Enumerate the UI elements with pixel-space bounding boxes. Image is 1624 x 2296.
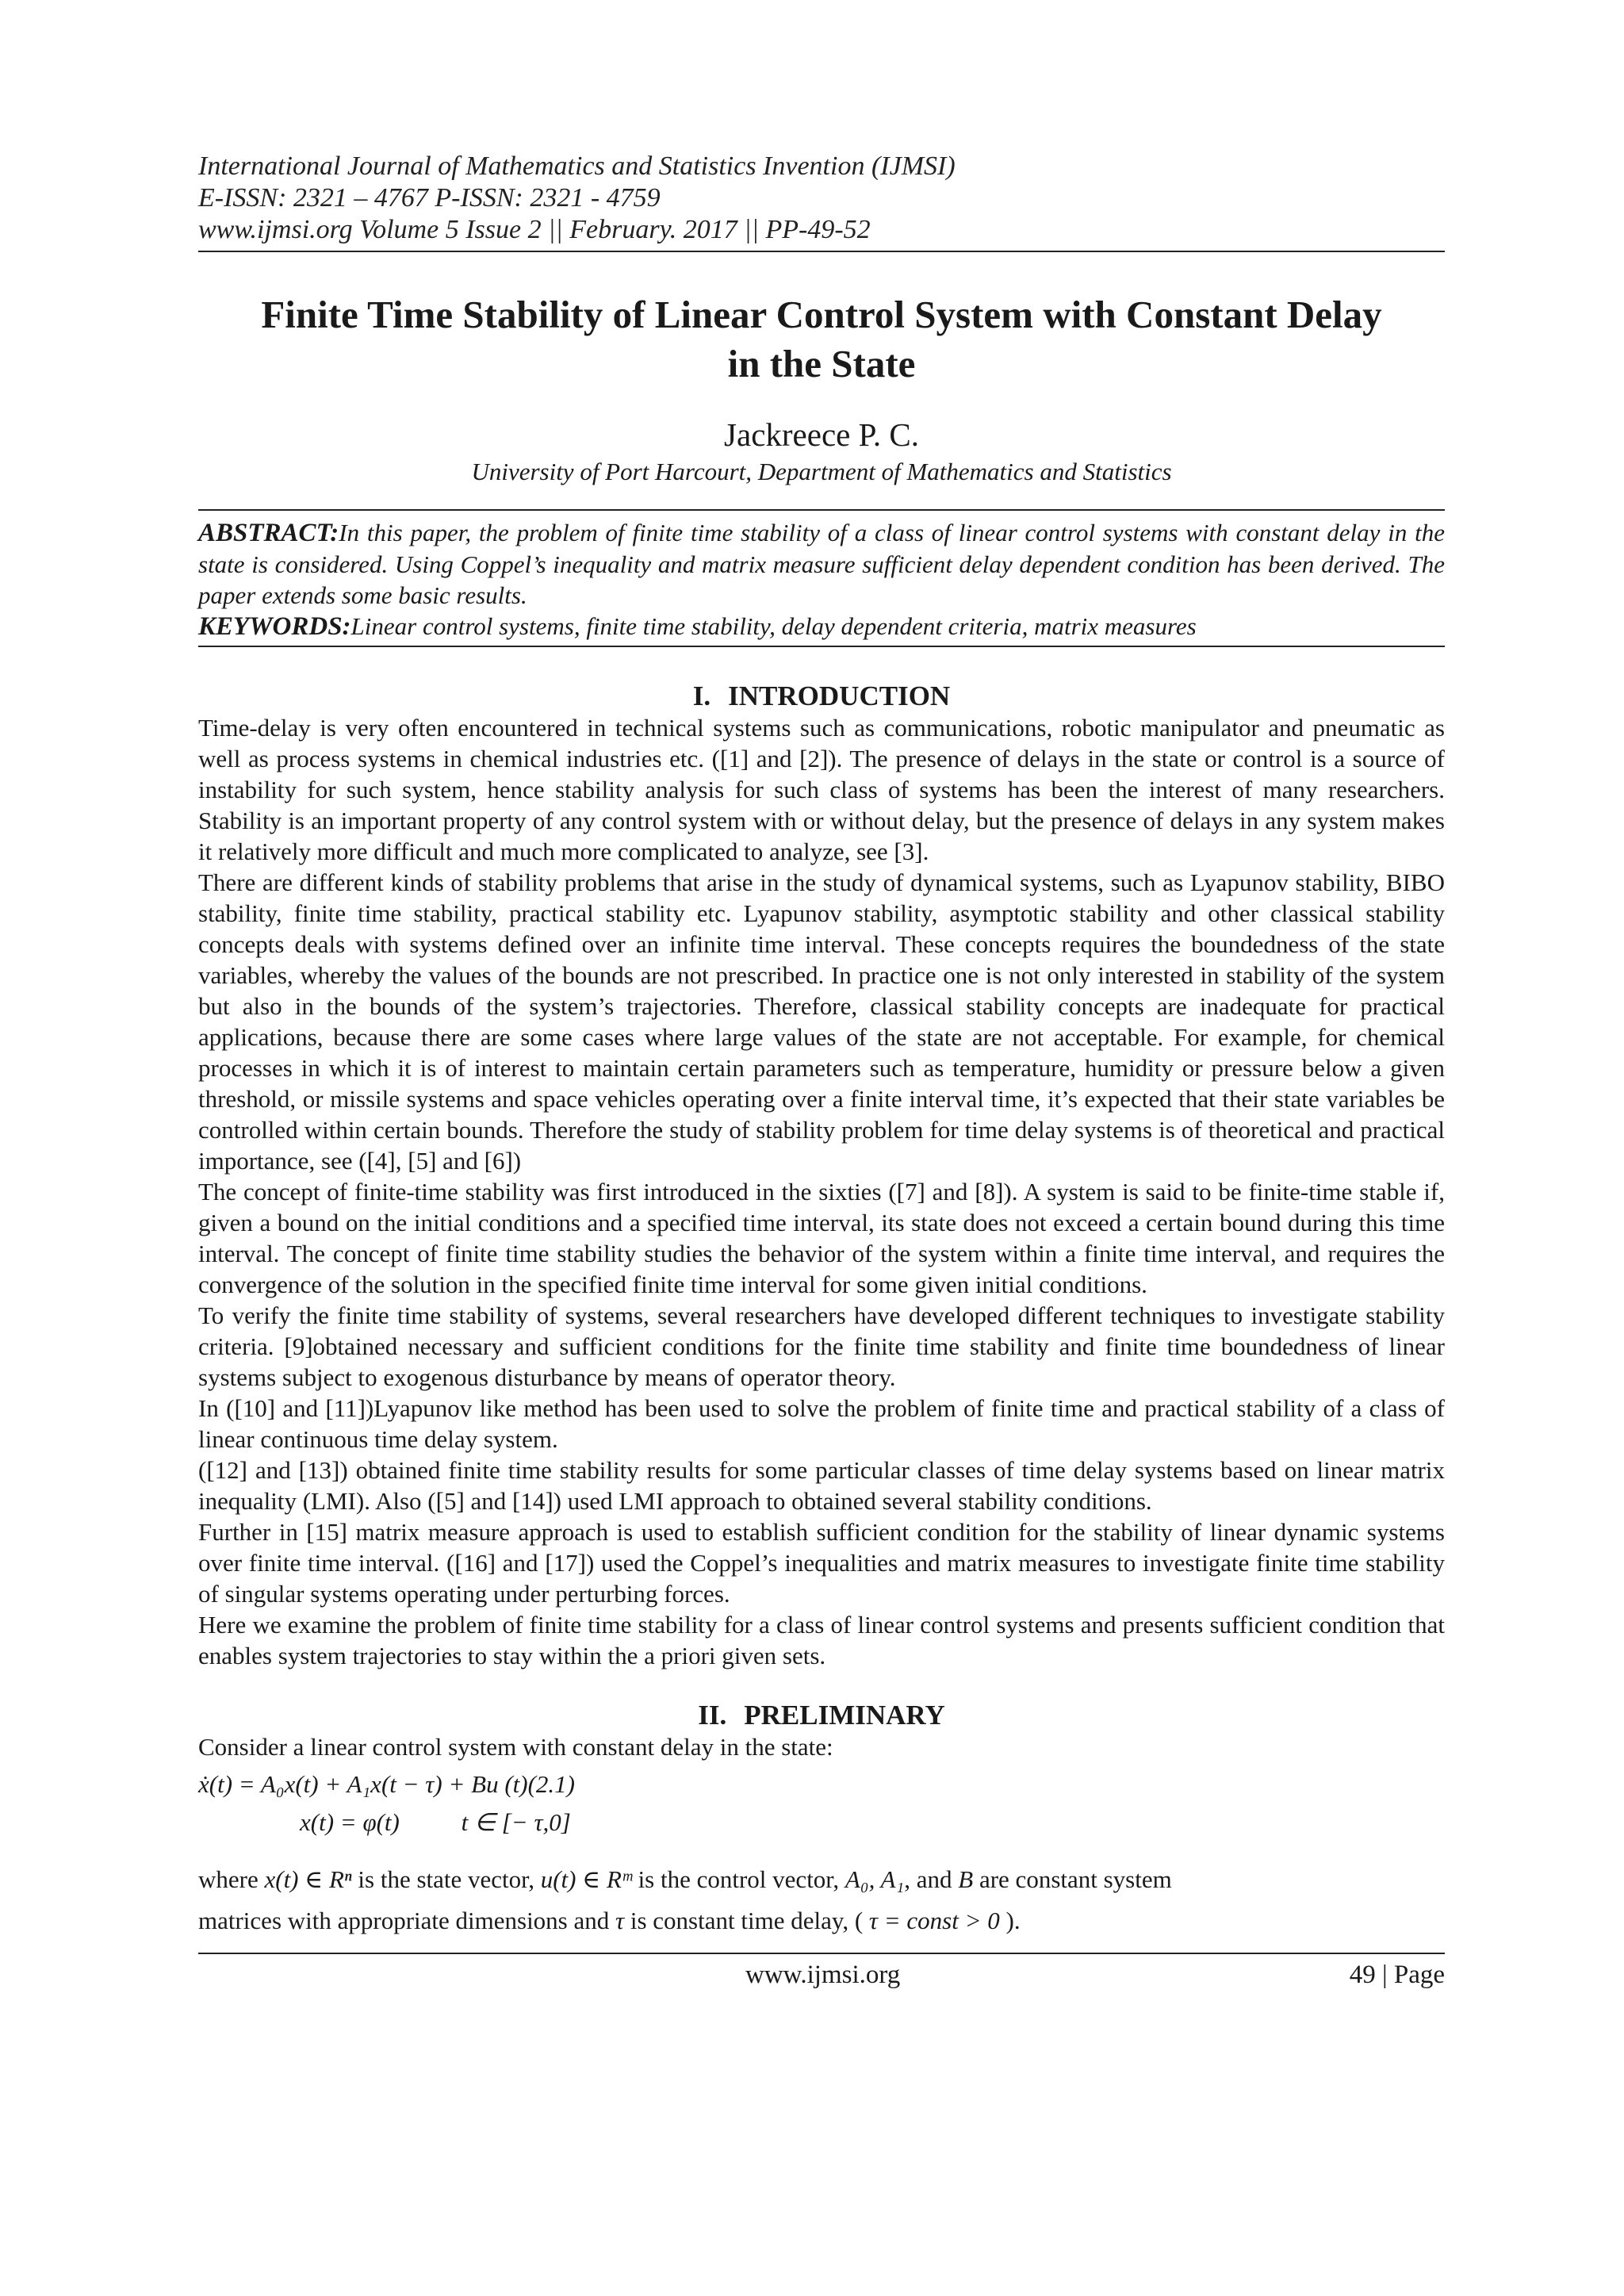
journal-name: International Journal of Mathematics and Statistics Invention (IJMSI)	[198, 151, 956, 181]
intro-paragraph: Further in [15] matrix measure approach is used to establish sufficient condition for the stability of linear dynamic systems over finite time interval. ([16] and [17]) used the Coppel’s inequalities and matrix measures to investigate finite time stability of singular systems operating under perturbing forces.	[198, 1518, 1445, 1608]
intro-paragraph: To verify the finite time stability of systems, several researchers have developed different techniques to investigate stability criteria. [9]obtained necessary and sufficient conditions for the finite time stability and finite time boundedness of linear systems subject to exogenous disturbance by means of operator theory.	[198, 1301, 1445, 1391]
section-number: I.	[692, 680, 711, 711]
journal-header	[198, 151, 1445, 246]
tau-const-expression: τ = const > 0	[868, 1907, 1000, 1934]
section-heading-introduction	[198, 680, 1445, 712]
intro-paragraph: The concept of finite-time stability was first introduced in the sixties ([7] and [8]). A system is said to be finite-time stable if, given a bound on the initial conditions and a specified time interval, its state does not exceed a certain bound during this time interval. The concept of finite time stability studies the behavior of the system within a finite time interval, and requires the convergence of the solution in the specified finite time interval for some given initial conditions.	[198, 1178, 1445, 1298]
where-text: where	[198, 1865, 259, 1893]
matrix-b-symbol: B	[958, 1865, 974, 1893]
state-vector-symbol: x(t) ∈ Rⁿ	[264, 1865, 352, 1893]
matrix-symbols: A₀, A₁	[845, 1865, 905, 1893]
control-vector-symbol: u(t) ∈ Rᵐ	[540, 1865, 632, 1893]
footer-rule	[198, 1953, 1445, 1954]
where-text: , and	[904, 1865, 959, 1893]
author-name: Jackreece P. C.	[724, 416, 919, 453]
intro-paragraph: Here we examine the problem of finite time stability for a class of linear control systems and presents sufficient condition that enables system trajectories to stay within the a priori given sets.	[198, 1611, 1445, 1669]
where-text: is constant time delay, (	[624, 1907, 869, 1934]
equation-initial-left: x(t) = φ(t)	[300, 1808, 400, 1836]
keywords	[198, 611, 1445, 642]
abstract-text: In this paper, the problem of finite time stability of a class of linear control systems with constant delay in the state is considered. Using Coppel’s inequality and matrix measure sufficient delay dependent condition has been derived. The paper extends some basic results.	[198, 519, 1445, 609]
journal-issn: E-ISSN: 2321 – 4767 P-ISSN: 2321 - 4759	[198, 183, 661, 213]
abstract	[198, 517, 1445, 611]
keywords-text: Linear control systems, finite time stability, delay dependent criteria, matrix measures	[350, 612, 1197, 640]
section-title: INTRODUCTION	[728, 680, 951, 711]
section-number: II.	[698, 1700, 727, 1731]
tau-symbol: τ	[615, 1907, 625, 1934]
intro-paragraph: There are different kinds of stability problems that arise in the study of dynamical systems, such as Lyapunov stability, BIBO stability, finite time stability, practical stability etc. Lyapunov stability, asymptotic stability and other classical stability concepts deals with systems defined over an infinite time interval. These concepts requires the boundedness of the state variables, whereby the values of the bounds are not prescribed. In practice one is not only interested in stability of the system but also in the bounds of the system’s trajectories. Therefore, classical stability concepts are inadequate for practical applications, because there are some cases where large values of the state are not acceptable. For example, for chemical processes in which it is of interest to maintain certain parameters such as temperature, humidity or pressure below a given threshold, or missile systems and space vehicles operating over a finite interval time, it’s expected that their state variables be controlled within certain bounds. Therefore the study of stability problem for time delay systems is of theoretical and practical importance, see ([4], [5] and [6])	[198, 868, 1445, 1175]
section-heading-preliminary	[198, 1700, 1445, 1731]
keywords-label: KEYWORDS:	[198, 612, 351, 641]
footer-site: www.ijmsi.org	[745, 1961, 901, 1989]
where-text: matrices with appropriate dimensions and	[198, 1907, 616, 1934]
equation-initial-condition	[198, 1803, 1445, 1842]
intro-paragraph: ([12] and [13]) obtained finite time stability results for some particular classes of time delay systems based on linear matrix inequality (LMI). Also ([5] and [14]) used LMI approach to obtained several stability conditions.	[198, 1456, 1445, 1515]
where-paragraph	[198, 1859, 1445, 1941]
where-text: is the control vector,	[631, 1865, 845, 1893]
page-footer	[198, 1959, 1445, 1994]
header-rule	[198, 251, 1445, 252]
equation-2-1: ẋ(t) = A₀x(t) + A₁x(t − τ) + Bu (t)(2.1)	[198, 1770, 575, 1798]
author-affiliation: University of Port Harcourt, Department of Mathematics and Statistics	[471, 458, 1172, 485]
abstract-label: ABSTRACT:	[198, 519, 339, 547]
abstract-top-rule	[198, 509, 1445, 511]
paper-page	[198, 151, 1445, 1994]
where-text: are constant system	[973, 1865, 1172, 1893]
section-title: PRELIMINARY	[744, 1700, 945, 1731]
preliminary-paragraph: Consider a linear control system with constant delay in the state:	[198, 1733, 833, 1761]
where-text: ).	[999, 1907, 1021, 1934]
abstract-bottom-rule	[198, 646, 1445, 647]
intro-paragraph: In ([10] and [11])Lyapunov like method has been used to solve the problem of finite time and practical stability of a class of linear continuous time delay system.	[198, 1394, 1445, 1453]
footer-page-number: 49 | Page	[1349, 1961, 1445, 1989]
equation-initial-right: t ∈ [− τ,0]	[461, 1808, 571, 1836]
paper-title: Finite Time Stability of Linear Control System with Constant Delay in the State	[261, 293, 1382, 385]
intro-paragraph: Time-delay is very often encountered in technical systems such as communications, robotic manipulator and pneumatic as well as process systems in chemical industries etc. ([1] and [2]). The presence of delays in the state or control is a source of instability for such system, hence stability analysis for such class of systems has been the interest of many researchers. Stability is an important property of any control system with or without delay, but the presence of delays in any system makes it relatively more difficult and much more complicated to analyze, see [3].	[198, 714, 1445, 865]
where-text: is the state vector,	[351, 1865, 541, 1893]
journal-volume: www.ijmsi.org Volume 5 Issue 2 || February. 2017 || PP-49-52	[198, 215, 871, 244]
